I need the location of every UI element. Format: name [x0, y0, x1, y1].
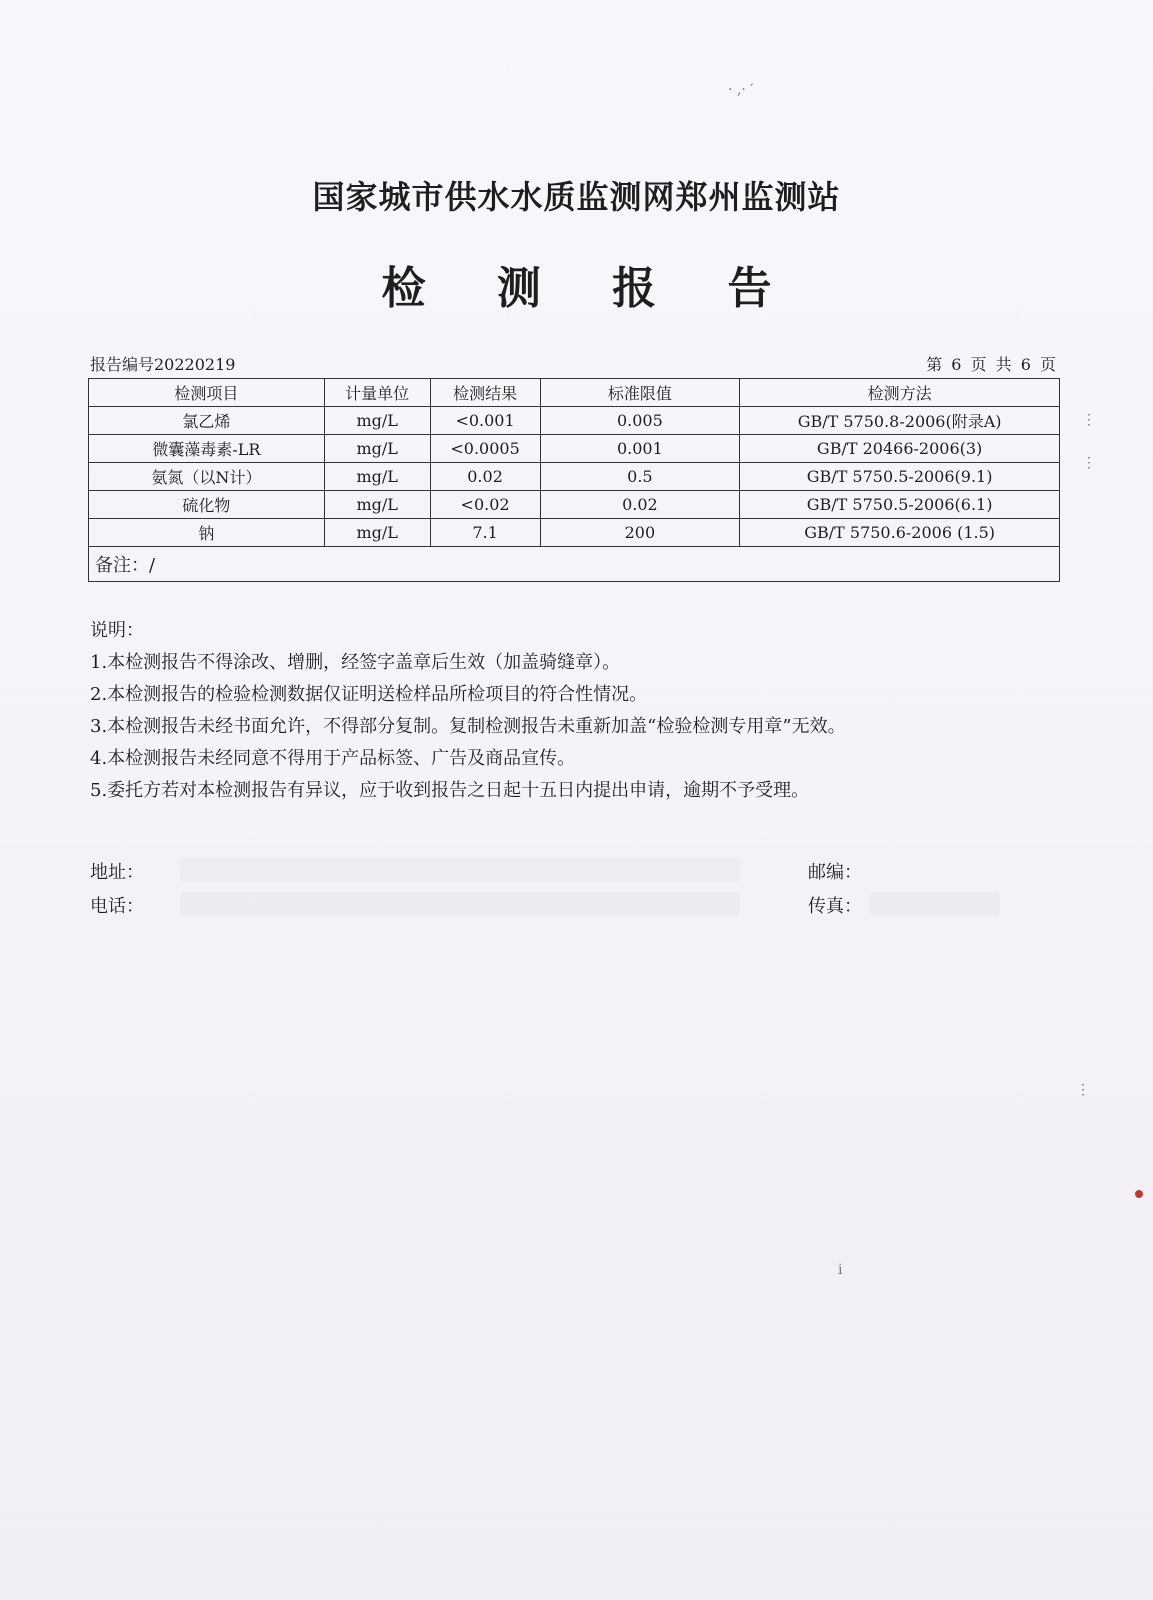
note-item: 3.本检测报告未经书面允许，不得部分复制。复制检测报告未重新加盖“检验检测专用章”无效。 — [90, 716, 846, 737]
scan-mark: · ,· ′ — [728, 82, 754, 98]
note-item: 1.本检测报告不得涂改、增删，经签字盖章后生效（加盖骑缝章）。 — [90, 652, 621, 673]
notes-section — [90, 615, 1050, 807]
report-number: 报告编号20220219 — [90, 355, 236, 374]
remark-cell: 备注：/ — [89, 547, 1060, 582]
cell-unit: mg/L — [324, 407, 430, 435]
redacted-phone — [180, 892, 740, 916]
results-table — [88, 378, 1060, 582]
table-row — [89, 435, 1060, 463]
cell-limit: 0.001 — [540, 435, 740, 463]
scan-mark: ⅰ — [838, 1262, 843, 1278]
postcode-label: 邮编： — [808, 862, 862, 883]
cell-method: GB/T 20466-2006(3) — [740, 435, 1060, 463]
cell-limit: 0.02 — [540, 491, 740, 519]
cell-item: 氨氮（以N计） — [89, 463, 325, 491]
cell-method: GB/T 5750.8-2006(附录A) — [740, 407, 1060, 435]
cell-item: 微囊藻毒素-LR — [89, 435, 325, 463]
cell-result: <0.0005 — [430, 435, 540, 463]
table-row — [89, 491, 1060, 519]
address-label: 地址： — [90, 862, 144, 883]
column-header-unit: 计量单位 — [324, 379, 430, 407]
column-header-limit: 标准限值 — [540, 379, 740, 407]
cell-method: GB/T 5750.6-2006 (1.5) — [740, 519, 1060, 547]
phone-label: 电话： — [90, 896, 144, 917]
note-item: 2.本检测报告的检验检测数据仅证明送检样品所检项目的符合性情况。 — [90, 684, 648, 705]
note-item: 4.本检测报告未经同意不得用于产品标签、广告及商品宣传。 — [90, 748, 576, 769]
table-header-row — [89, 379, 1060, 407]
cell-result: <0.001 — [430, 407, 540, 435]
cell-limit: 0.005 — [540, 407, 740, 435]
scan-mark: ⋮ — [1076, 1082, 1090, 1098]
table-row — [89, 407, 1060, 435]
remark-row — [89, 547, 1060, 582]
cell-unit: mg/L — [324, 519, 430, 547]
fax-label: 传真： — [808, 896, 862, 917]
cell-limit: 0.5 — [540, 463, 740, 491]
cell-item: 钠 — [89, 519, 325, 547]
cell-method: GB/T 5750.5-2006(9.1) — [740, 463, 1060, 491]
table-row — [89, 519, 1060, 547]
cell-unit: mg/L — [324, 463, 430, 491]
page-indicator: 第 6 页 共 6 页 — [926, 355, 1058, 374]
scan-mark: ⋮ — [1082, 455, 1096, 471]
organization-title: 国家城市供水水质监测网郑州监测站 — [312, 178, 841, 216]
cell-method: GB/T 5750.5-2006(6.1) — [740, 491, 1060, 519]
cell-result: 7.1 — [430, 519, 540, 547]
column-header-method: 检测方法 — [740, 379, 1060, 407]
cell-item: 硫化物 — [89, 491, 325, 519]
cell-unit: mg/L — [324, 491, 430, 519]
scan-mark: ⋮ — [1082, 412, 1096, 428]
cell-unit: mg/L — [324, 435, 430, 463]
cell-item: 氯乙烯 — [89, 407, 325, 435]
red-speck — [1135, 1190, 1143, 1198]
cell-result: <0.02 — [430, 491, 540, 519]
notes-heading: 说明： — [90, 620, 144, 641]
note-item: 5.委托方若对本检测报告有异议，应于收到报告之日起十五日内提出申请，逾期不予受理。 — [90, 780, 810, 801]
redacted-fax — [870, 892, 1000, 916]
column-header-item: 检测项目 — [89, 379, 325, 407]
column-header-result: 检测结果 — [430, 379, 540, 407]
cell-limit: 200 — [540, 519, 740, 547]
document-title: 检 测 报 告 — [381, 263, 800, 314]
table-row — [89, 463, 1060, 491]
cell-result: 0.02 — [430, 463, 540, 491]
redacted-address — [180, 858, 740, 882]
